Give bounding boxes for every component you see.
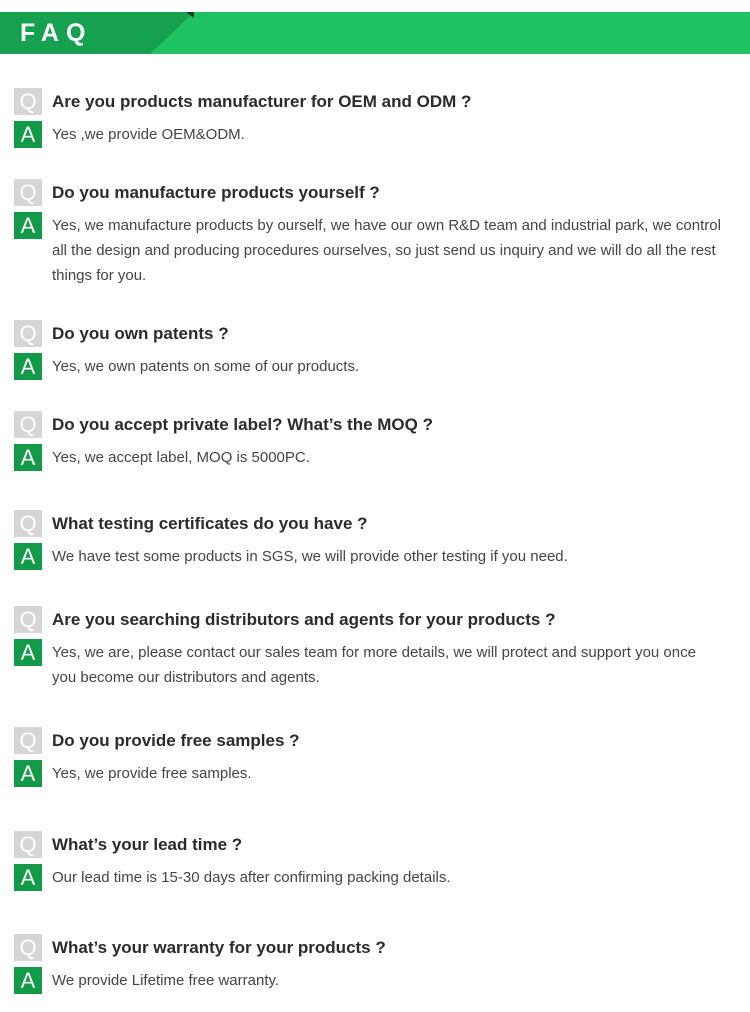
- answer-text: Yes, we manufacture products by ourself, we have our own R&D team and industrial park, we control all the design and producing procedures ourselves, so just send us inquiry and we will do all the rest things for you.: [52, 217, 721, 284]
- banner-background: [0, 12, 750, 54]
- question-icon: Q: [14, 179, 42, 206]
- answer-icon: A: [14, 212, 42, 239]
- question-icon: Q: [14, 510, 42, 537]
- answer-text: We provide Lifetime free warranty.: [52, 972, 280, 989]
- answer-text: Yes, we provide free samples.: [52, 765, 252, 782]
- answer-icon: A: [14, 353, 42, 380]
- question-icon: Q: [14, 934, 42, 961]
- answer-text: Yes, we accept label, MOQ is 5000PC.: [52, 449, 310, 466]
- question-text: Do you provide free samples ?: [52, 731, 300, 750]
- question-icon: Q: [14, 606, 42, 633]
- question-text: Do you own patents ?: [52, 324, 229, 343]
- answer-text: Yes, we are, please contact our sales team for more details, we will protect and support you once you become our distributors and agents.: [52, 644, 696, 686]
- answer-icon: A: [14, 864, 42, 891]
- answer-text: We have test some products in SGS, we will provide other testing if you need.: [52, 548, 568, 565]
- answer-text: Yes, we own patents on some of our products.: [52, 358, 360, 375]
- answer-icon: A: [14, 121, 42, 148]
- answer-icon: A: [14, 639, 42, 666]
- answer-icon: A: [14, 444, 42, 471]
- page-title: FAQ: [20, 19, 93, 47]
- question-icon: Q: [14, 411, 42, 438]
- question-text: What’s your lead time ?: [52, 835, 243, 854]
- answer-icon: A: [14, 543, 42, 570]
- question-icon: Q: [14, 320, 42, 347]
- answer-icon: A: [14, 967, 42, 994]
- question-text: Do you manufacture products yourself ?: [52, 183, 380, 202]
- question-text: What’s your warranty for your products ?: [52, 938, 386, 957]
- question-icon: Q: [14, 88, 42, 115]
- answer-icon: A: [14, 760, 42, 787]
- question-icon: Q: [14, 727, 42, 754]
- answer-text: Our lead time is 15-30 days after confirming packing details.: [52, 869, 451, 886]
- question-text: Do you accept private label? What’s the MOQ ?: [52, 415, 433, 434]
- answer-text: Yes ,we provide OEM&ODM.: [52, 126, 245, 143]
- question-text: Are you searching distributors and agents for your products ?: [52, 610, 556, 629]
- question-text: Are you products manufacturer for OEM and ODM ?: [52, 92, 472, 111]
- faq-banner: [0, 12, 750, 54]
- question-text: What testing certificates do you have ?: [52, 514, 368, 533]
- question-icon: Q: [14, 831, 42, 858]
